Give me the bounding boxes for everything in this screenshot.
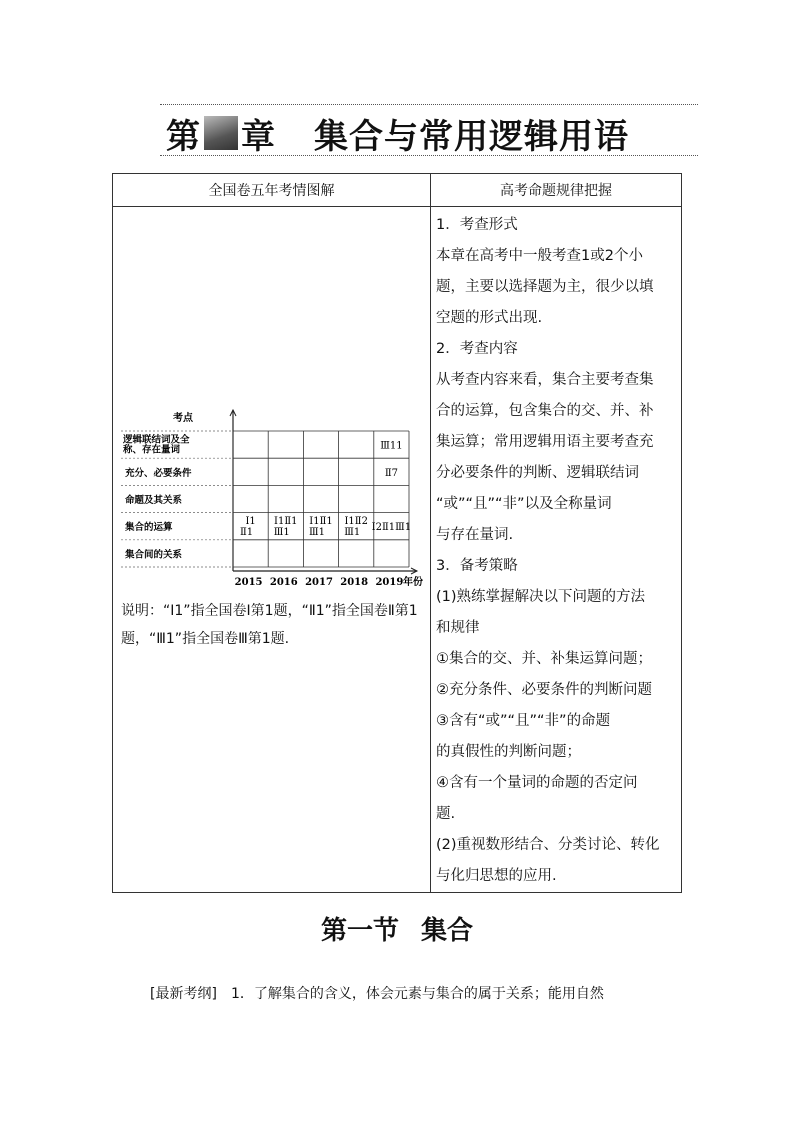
- pattern-line: ②充分条件、必要条件的判断问题: [436, 682, 652, 698]
- pattern-line: ④含有一个量词的命题的否定问: [436, 775, 638, 791]
- exam-cell-text: Ⅲ1: [344, 527, 361, 539]
- chart-note: 说明：“Ⅰ1”指全国卷Ⅰ第1题，“Ⅱ1”指全国卷Ⅱ第1题，“Ⅲ1”指全国卷Ⅲ第1题.: [121, 603, 418, 647]
- topic-label: 集合间的关系: [125, 549, 183, 561]
- topic-label: 命题及其关系: [125, 495, 183, 506]
- y-axis-title: 考点: [173, 413, 193, 424]
- pattern-line: 与存在量词.: [436, 527, 514, 543]
- chapter-name: 集合与常用逻辑用语: [314, 116, 629, 157]
- exam-cell-text: Ⅱ7: [384, 467, 398, 479]
- section-number: 第一节: [320, 916, 399, 946]
- year-tick-label: 2017: [305, 577, 333, 588]
- exam-cell-text: Ⅱ1: [240, 527, 254, 539]
- exam-cell-text: Ⅰ1Ⅱ1: [309, 516, 333, 528]
- syllabus-line: [150, 983, 604, 1003]
- exam-cell-text: Ⅰ1Ⅱ1: [274, 516, 298, 528]
- section-title: [0, 910, 794, 947]
- chapter-title: [166, 110, 686, 156]
- pattern-line: (2)重视数形结合、分类讨论、转化: [436, 837, 660, 853]
- pattern-line: 题，主要以选择题为主，很少以填: [436, 279, 654, 295]
- exam-chart-cell: [113, 207, 431, 893]
- exam-pattern-cell: [431, 207, 682, 893]
- pattern-line: 的真假性的判断问题；: [436, 744, 581, 760]
- pattern-line: (1)熟练掌握解决以下问题的方法: [436, 589, 646, 605]
- chapter-prefix: 第: [166, 116, 201, 157]
- pattern-line: 本章在高考中一般考查1或2个小: [436, 248, 643, 264]
- exam-cell-text: Ⅰ1: [245, 516, 256, 528]
- exam-cell-text: Ⅰ2Ⅱ1Ⅲ1: [371, 522, 412, 534]
- exam-cell-text: Ⅲ11: [380, 440, 403, 452]
- chapter-suffix: 章: [241, 116, 276, 157]
- syllabus-label: [最新考纲]: [150, 986, 217, 1002]
- exam-topic-grid-chart: [113, 207, 431, 607]
- topic-label: 逻辑联结词及全: [123, 434, 190, 446]
- pattern-line: 分必要条件的判断、逻辑联结词: [436, 465, 639, 481]
- exam-cell-text: Ⅲ1: [308, 527, 326, 539]
- pattern-line: 1．考查形式: [436, 217, 518, 233]
- topic-label: 集合的运算: [125, 522, 173, 534]
- pattern-line: 2．考查内容: [436, 341, 518, 357]
- year-tick-label: 2016: [269, 577, 298, 588]
- syllabus-text: 1．了解集合的含义，体会元素与集合的属于关系；能用自然: [230, 986, 604, 1002]
- exam-cell-text: Ⅰ1Ⅱ2: [344, 516, 368, 528]
- overview-table: [112, 173, 682, 893]
- pattern-line: 合的运算，包含集合的交、并、补: [436, 403, 654, 419]
- pattern-line: 从考查内容来看，集合主要考查集: [436, 372, 654, 388]
- section-name: 集合: [421, 916, 474, 946]
- year-tick-label: 2018: [340, 577, 369, 588]
- topic-label: 充分、必要条件: [125, 467, 192, 479]
- left-column-header: 全国卷五年考情图解: [113, 174, 431, 207]
- right-column-header: 高考命题规律把握: [431, 174, 682, 207]
- pattern-line: 集运算；常用逻辑用语主要考查充: [436, 434, 654, 450]
- pattern-line: 和规律: [436, 620, 480, 636]
- pattern-line: 3．备考策略: [436, 558, 518, 574]
- pattern-line: ①集合的交、并、补集运算问题；: [436, 651, 652, 667]
- top-dotted-rule: [160, 104, 698, 105]
- year-tick-label: 2019: [375, 577, 404, 588]
- chapter-number-graphic: [204, 116, 238, 150]
- pattern-line: 空题的形式出现.: [436, 310, 543, 326]
- pattern-line: ③含有“或”“且”“非”的命题: [436, 713, 611, 729]
- pattern-line: 题.: [436, 806, 456, 822]
- x-axis-title: 年份: [403, 577, 423, 588]
- pattern-line: 与化归思想的应用.: [436, 868, 557, 884]
- exam-cell-text: Ⅲ1: [273, 527, 290, 539]
- topic-label: 称、存在量词: [123, 444, 181, 456]
- year-tick-label: 2015: [234, 577, 263, 588]
- pattern-line: “或”“且”“非”以及全称量词: [436, 496, 612, 512]
